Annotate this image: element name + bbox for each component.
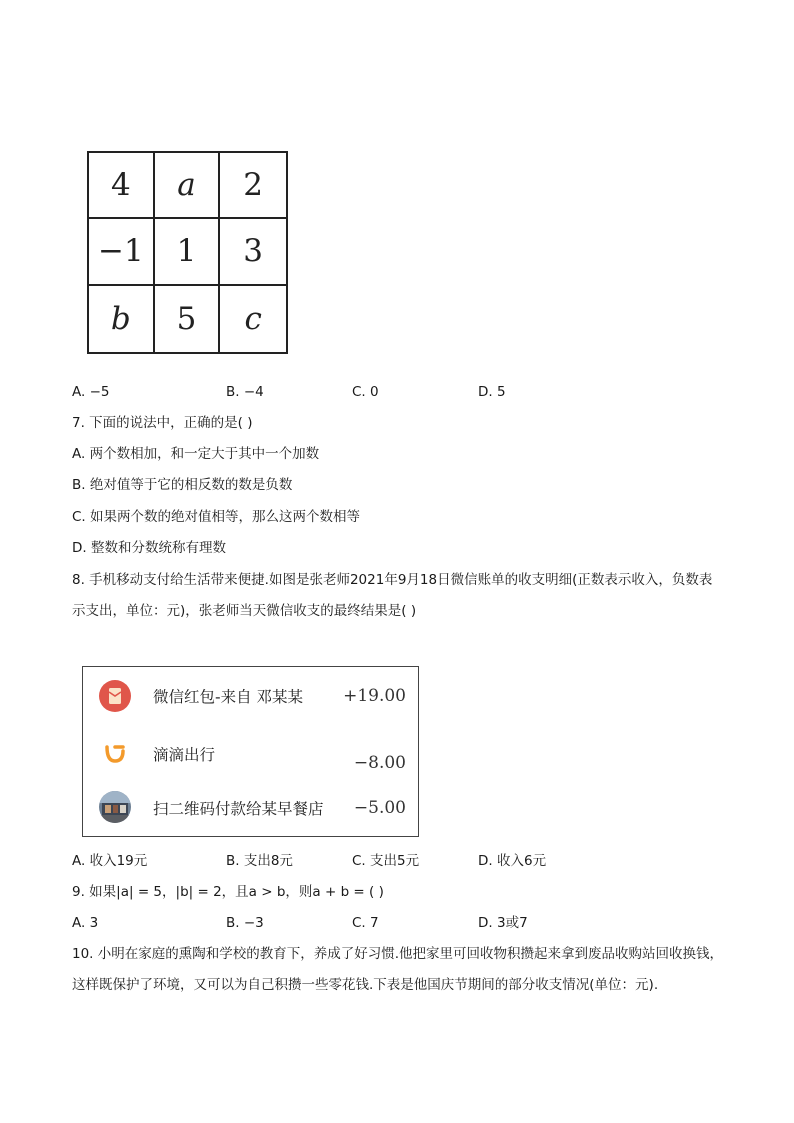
grid-cell: 1 bbox=[155, 219, 221, 285]
grid-cell: 2 bbox=[220, 153, 286, 219]
grid-cell: −1 bbox=[89, 219, 155, 285]
q8-stem-line2: 示支出，单位：元)，张老师当天微信收支的最终结果是( ) bbox=[72, 603, 417, 619]
bill-label: 微信红包-来自 邓某某 bbox=[153, 688, 304, 706]
grid-cell: 5 bbox=[155, 286, 221, 352]
shop-photo-icon bbox=[99, 791, 131, 823]
q9-option-b: B. −3 bbox=[226, 915, 264, 931]
bill-label: 滴滴出行 bbox=[153, 746, 216, 764]
q10-stem-line2: 这样既保护了环境，又可以为自己积攒一些零花钱.下表是他国庆节期间的部分收支情况(单位：元). bbox=[72, 977, 659, 993]
bill-amount: +19.00 bbox=[343, 686, 406, 706]
q7-stem: 7. 下面的说法中，正确的是( ) bbox=[72, 415, 253, 431]
bill-row bbox=[83, 789, 418, 829]
grid-cell: b bbox=[89, 286, 155, 352]
grid-cell: 4 bbox=[89, 153, 155, 219]
number-grid-figure bbox=[87, 151, 288, 354]
q7-option-c: C. 如果两个数的绝对值相等，那么这两个数相等 bbox=[72, 509, 361, 525]
q9-option-a: A. 3 bbox=[72, 915, 99, 931]
bill-amount: −8.00 bbox=[353, 753, 406, 773]
q6-option-d: D. 5 bbox=[478, 384, 506, 400]
bill-row bbox=[83, 737, 418, 777]
wechat-bill-panel bbox=[82, 666, 419, 837]
q8-option-d: D. 收入6元 bbox=[478, 853, 547, 869]
bill-row bbox=[83, 677, 418, 717]
red-packet-icon bbox=[99, 680, 131, 712]
bill-amount: −5.00 bbox=[353, 798, 406, 818]
didi-icon bbox=[99, 737, 131, 769]
q8-option-c: C. 支出5元 bbox=[352, 853, 420, 869]
q9-stem: 9. 如果|a| = 5，|b| = 2，且a > b，则a + b = ( ) bbox=[72, 884, 384, 900]
q6-option-c: C. 0 bbox=[352, 384, 379, 400]
q6-option-b: B. −4 bbox=[226, 384, 264, 400]
q8-stem-line1: 8. 手机移动支付给生活带来便捷.如图是张老师2021年9月18日微信账单的收支明细(正数表示收入，负数表 bbox=[72, 572, 713, 588]
q7-option-d: D. 整数和分数统称有理数 bbox=[72, 540, 226, 556]
q9-option-d: D. 3或7 bbox=[478, 915, 528, 931]
grid-cell: c bbox=[244, 300, 262, 337]
q8-option-a: A. 收入19元 bbox=[72, 853, 148, 869]
q7-option-b: B. 绝对值等于它的相反数的数是负数 bbox=[72, 477, 293, 493]
grid-cell: 3 bbox=[220, 219, 286, 285]
q7-option-a: A. 两个数相加，和一定大于其中一个加数 bbox=[72, 446, 320, 462]
q8-option-b: B. 支出8元 bbox=[226, 853, 293, 869]
grid-cell: a bbox=[155, 153, 221, 219]
bill-label: 扫二维码付款给某早餐店 bbox=[153, 800, 324, 818]
q9-option-c: C. 7 bbox=[352, 915, 379, 931]
q6-option-a: A. −5 bbox=[72, 384, 110, 400]
q10-stem-line1: 10. 小明在家庭的熏陶和学校的教育下，养成了好习惯.他把家里可回收物积攒起来拿到废品收购站回收换钱， bbox=[72, 946, 724, 962]
